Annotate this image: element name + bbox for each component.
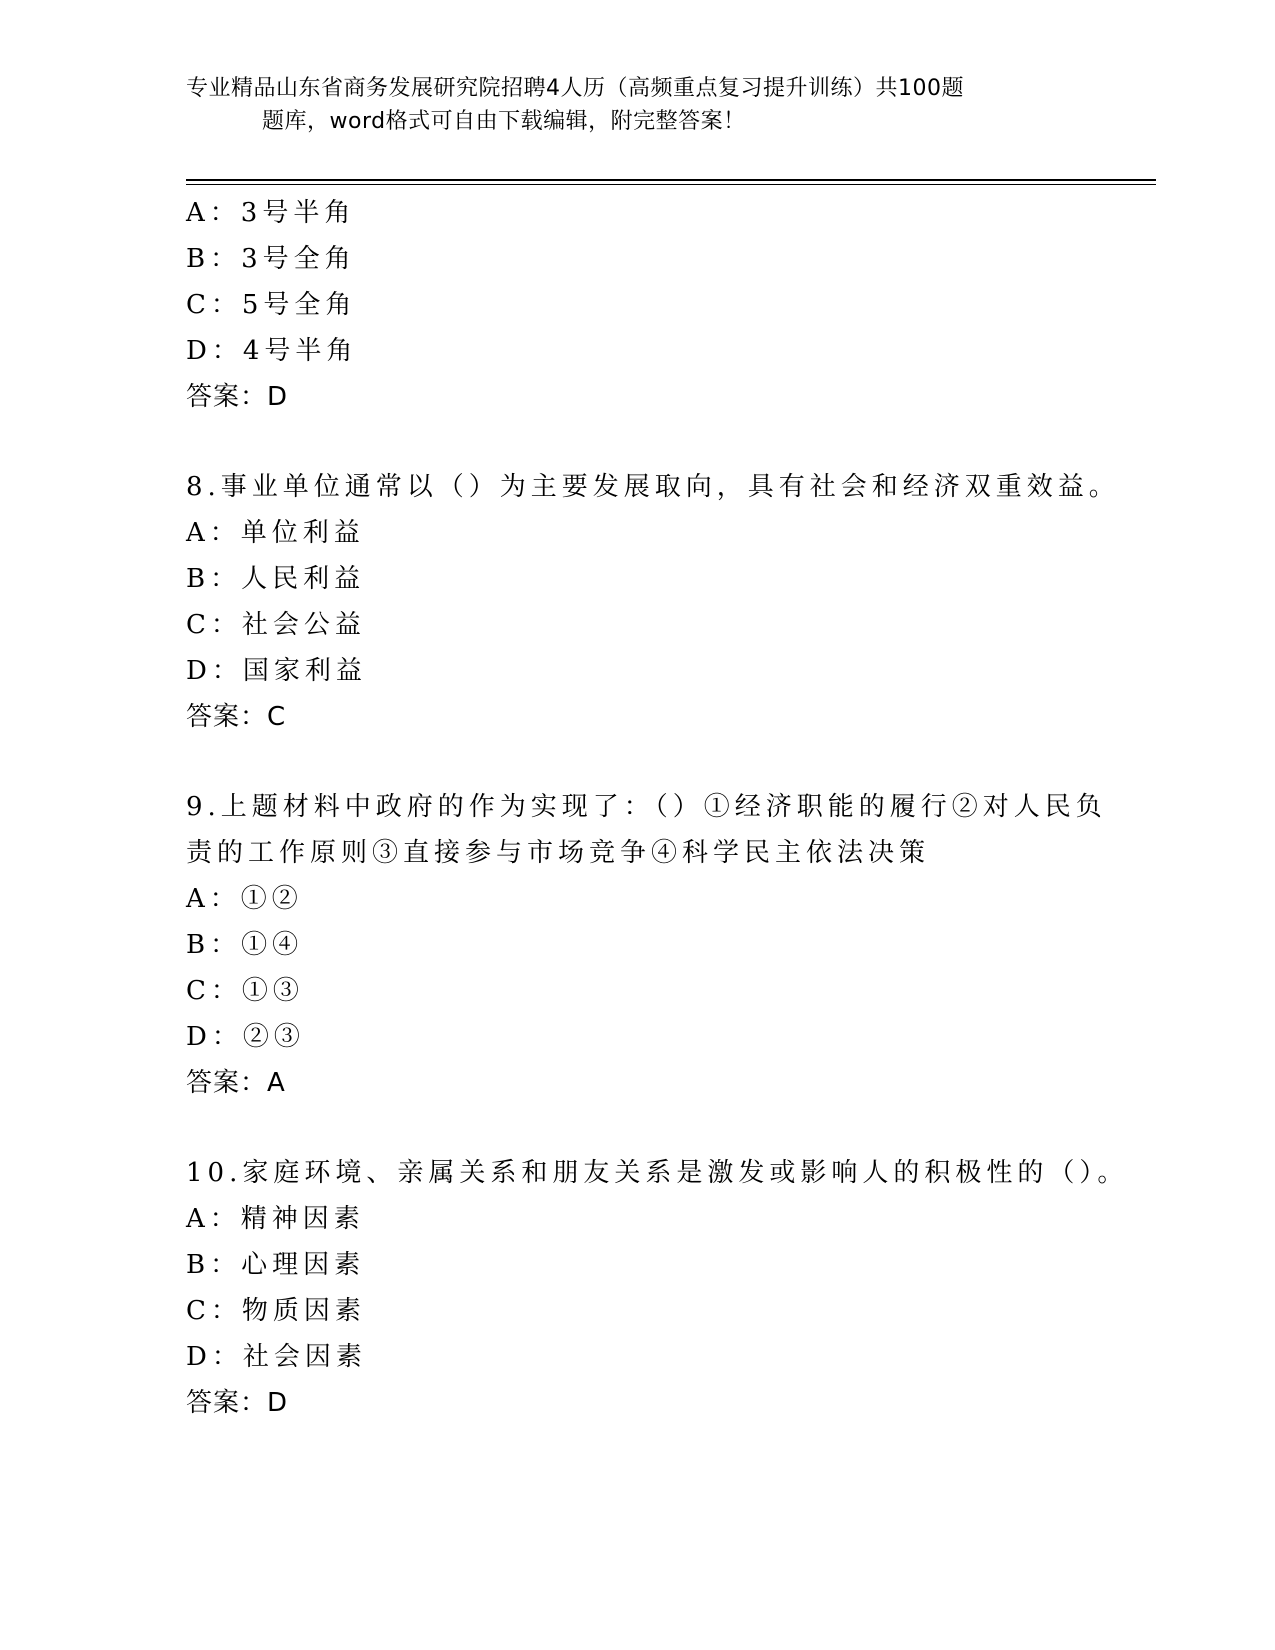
- question-stem-line1: 9.上题材料中政府的作为实现了：（）①经济职能的履行②对人民负: [186, 792, 1107, 822]
- answer: 答案：A: [186, 1068, 286, 1098]
- spacer: [186, 1106, 1086, 1150]
- option-c: C：物质因素: [186, 1296, 366, 1326]
- spacer: [186, 740, 1086, 784]
- option-d: D：社会因素: [186, 1342, 367, 1372]
- answer: 答案：C: [186, 702, 287, 732]
- option-c: C：①③: [186, 976, 304, 1006]
- answer: 答案：D: [186, 1388, 289, 1418]
- answer: 答案：D: [186, 382, 289, 412]
- question-7: [186, 190, 1086, 420]
- option-a: A：①②: [186, 884, 303, 914]
- option-a: A：单位利益: [186, 518, 365, 548]
- question-stem: 8.事业单位通常以（）为主要发展取向，具有社会和经济双重效益。: [186, 472, 1120, 502]
- header-title-line2: 题库，word格式可自由下载编辑，附完整答案！: [262, 109, 746, 134]
- question-10: [186, 1150, 1129, 1426]
- question-stem: 10.家庭环境、亲属关系和朋友关系是激发或影响人的积极性的（）。: [186, 1158, 1129, 1188]
- question-stem-line2: 责的工作原则③直接参与市场竞争④科学民主依法决策: [186, 838, 931, 868]
- option-b: B：人民利益: [186, 564, 366, 594]
- option-d: D：4号半角: [186, 336, 358, 366]
- question-list: [186, 190, 1129, 1426]
- option-d: D：国家利益: [186, 656, 367, 686]
- spacer: [186, 420, 1086, 464]
- option-b: B：3号全角: [186, 244, 356, 274]
- question-8: [186, 464, 1120, 740]
- header-divider-thick: [186, 179, 1156, 181]
- option-d: D：②③: [186, 1022, 305, 1052]
- option-c: C：5号全角: [186, 290, 357, 320]
- document-header: [186, 72, 1066, 138]
- header-divider-thin: [186, 184, 1156, 185]
- option-b: B：①④: [186, 930, 304, 960]
- option-b: B：心理因素: [186, 1250, 366, 1280]
- header-title-line1: 专业精品山东省商务发展研究院招聘4人历（高频重点复习提升训练）共100题: [186, 76, 964, 101]
- option-a: A：3号半角: [186, 198, 356, 228]
- option-a: A：精神因素: [186, 1204, 365, 1234]
- option-c: C：社会公益: [186, 610, 366, 640]
- question-9: [186, 784, 1107, 1106]
